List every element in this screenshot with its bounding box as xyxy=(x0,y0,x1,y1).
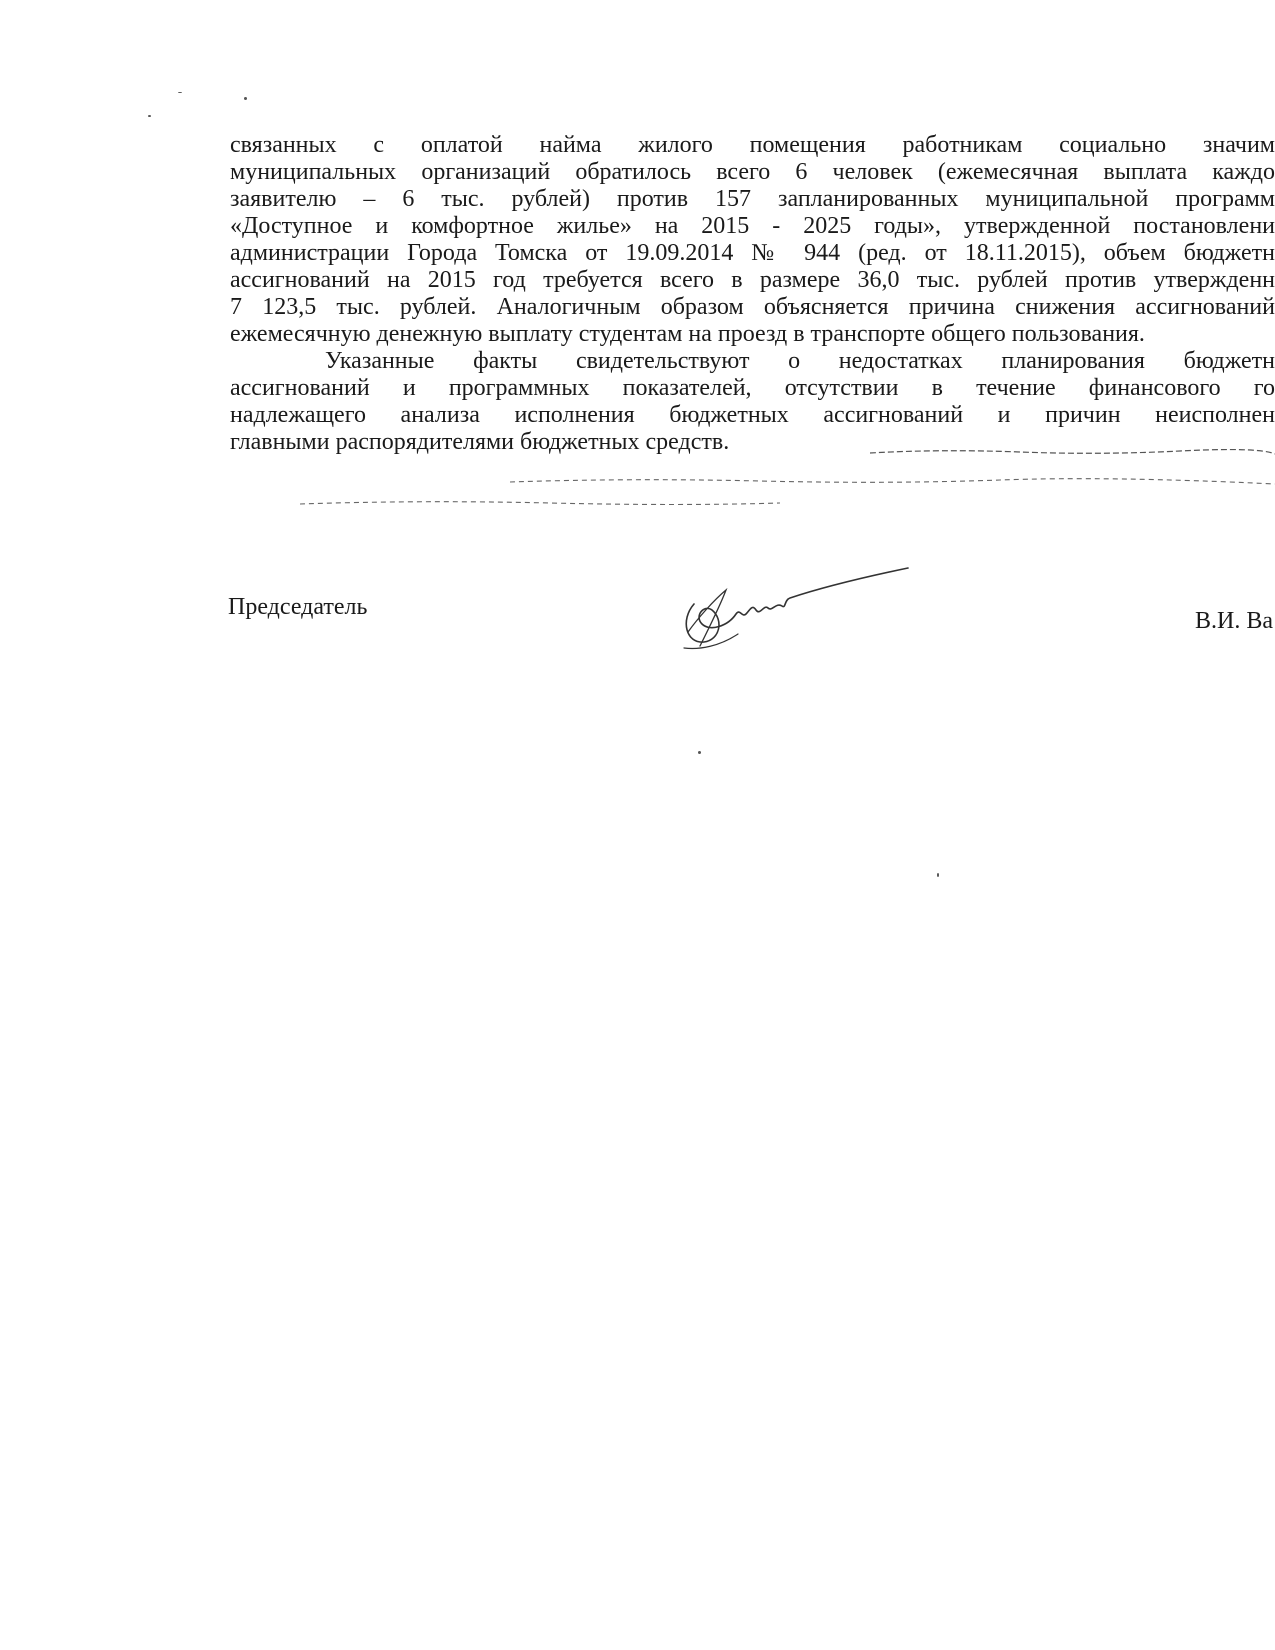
text-line: надлежащего анализа исполнения бюджетных ассигнований и причин неисполнен xyxy=(230,402,1275,428)
handwritten-signature xyxy=(680,560,920,660)
text-line: 7 123,5 тыс. рублей. Аналогичным образом объясняется причина снижения ассигнований xyxy=(230,294,1275,320)
text-line: главными распорядителями бюджетных средств. xyxy=(230,429,730,455)
document-body xyxy=(230,132,1275,456)
text-line: ассигнований и программных показателей, отсутствии в течение финансового го xyxy=(230,375,1275,401)
text-line: заявителю – 6 тыс. рублей) против 157 запланированных муниципальной программ xyxy=(230,186,1275,212)
paragraph-1 xyxy=(230,132,1275,348)
text-line: администрации Города Томска от 19.09.2014 № 944 (ред. от 18.11.2015), объем бюджетн xyxy=(230,240,1275,266)
scan-speck xyxy=(244,97,247,100)
text-line: ассигнований на 2015 год требуется всего в размере 36,0 тыс. рублей против утвержденн xyxy=(230,267,1275,293)
text-line: муниципальных организаций обратилось всего 6 человек (ежемесячная выплата каждо xyxy=(230,159,1275,185)
signature-block xyxy=(0,560,1275,660)
scan-speck xyxy=(178,92,182,93)
text-line: «Доступное и комфортное жилье» на 2015 - 2025 годы», утвержденной постановлени xyxy=(230,213,1275,239)
scan-speck xyxy=(937,873,939,877)
paragraph-2 xyxy=(230,348,1275,456)
handwritten-underline xyxy=(300,448,1275,508)
text-line: ежемесячную денежную выплату студентам на проезд в транспорте общего пользования. xyxy=(230,321,1145,347)
text-line: связанных с оплатой найма жилого помещения работникам социально значим xyxy=(230,132,1275,158)
signer-name: В.И. Ва xyxy=(1195,608,1273,634)
scan-speck xyxy=(698,751,701,754)
signer-role: Председатель xyxy=(228,594,368,620)
text-line: Указанные факты свидетельствуют о недостатках планирования бюджетн xyxy=(325,348,1275,374)
scan-speck xyxy=(148,115,151,117)
